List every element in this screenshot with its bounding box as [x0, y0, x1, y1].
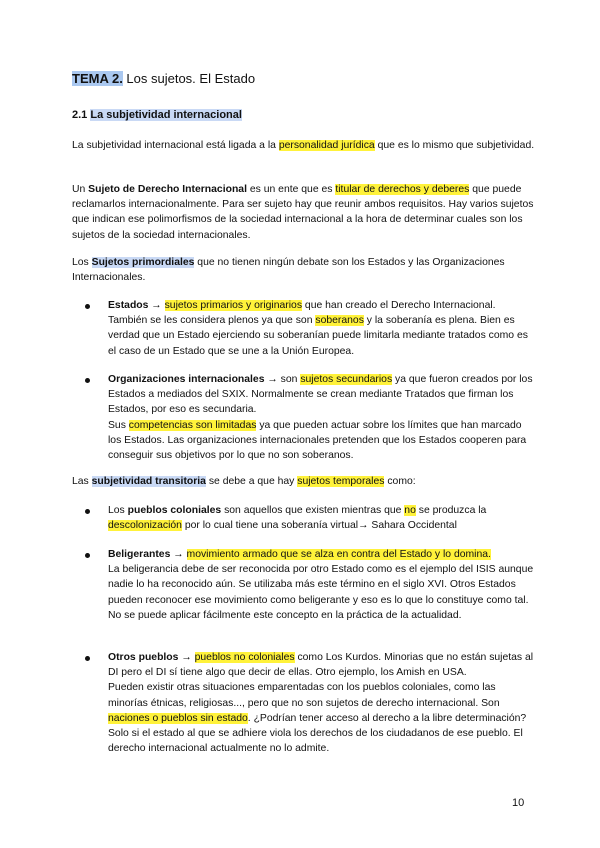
paragraph-transitoria: Las subjetividad transitoria se debe a que hay sujetos temporales como:: [72, 476, 416, 487]
list-item: Estados → sujetos primarios y originarios que han creado el Derecho Internacional. También se les considera plenos ya que son soberanos y la soberanía es plena. Bien es verdad que un Estado ejerciendo su soberanían puede limitarla mediante tratados como es el caso de un Estado que se une a la Unión Europea.: [72, 298, 537, 359]
highlight-primordiales: Sujetos primordiales: [91, 257, 195, 268]
list-item: Organizaciones internacionales → son sujetos secundarios ya que fueron creados por los Estados a mediados del SXIX. Normalmente se crean mediante Tratados que firman los Estados, por eso es secundaria. Sus competencias son limitadas ya que pueden actuar sobre los límites que han marcado los Estados. Las organizaciones internacionales pretenden que los Estados cooperen para conseguir sus objetivos por lo que no son soberanos.: [72, 372, 537, 463]
section-heading-text: La subjetividad internacional: [90, 109, 242, 121]
paragraph-primordiales: Los Sujetos primordiales que no tienen ningún debate son los Estados y las Organizaciones Internacionales.: [72, 257, 505, 284]
tema-label: TEMA 2.: [72, 71, 123, 86]
list-pueblos-coloniales: [72, 503, 537, 533]
list-item: Los pueblos coloniales son aquellos que existen mientras que no se produzca la descolonización por lo cual tiene una soberanía virtual→ Sahara Occidental: [72, 503, 537, 533]
bullet-icon: [85, 509, 90, 514]
list-organizaciones: [72, 372, 537, 463]
paragraph-sujeto-di: Un Sujeto de Derecho Internacional es un ente que es titular de derechos y deberes que puede reclamarlos internacionalmente. Para ser sujeto hay que reunir ambos requisitos. Hay varios sujetos que indican ese polimorfismos de la sociedad internacional a la hora de determinar cuales son los sujetos de la sociedad internacionales.: [72, 184, 534, 241]
list-item: Beligerantes → movimiento armado que se alza en contra del Estado y lo domina. La beligerancia debe de ser reconocida por otro Estado como es el ejemplo del ISIS aunque nadie lo ha reconocido aún. Se utilizaba más este término en el siglo XVI. Otros Estados pueden reconocer ese movimiento como beligerante y eso es lo que lo constituye como tal. No se puede aplicar fácilmente este concepto en la práctica de la actualidad.: [72, 547, 537, 623]
title-text: Los sujetos. El Estado: [122, 71, 256, 86]
list-estados: [72, 298, 537, 359]
page-title: [72, 70, 255, 87]
list-item: Otros pueblos → pueblos no coloniales como Los Kurdos. Minorias que no están sujetas al DI pero el DI sí tiene algo que decir de ellas. Otro ejemplo, los Amish en USA. Pueden existir otras situaciones emparentadas con los pueblos coloniales, como las minorías étnicas, religiosas..., pero que no son sujetos de derecho internacional. Son naciones o pueblos sin estado. ¿Podrían tener acceso al derecho a la libre determinación? Solo si el estado al que se adhiere viola los derechos de los ciudadanos de ese pueblo. El derecho internacional actualmente no lo admite.: [72, 650, 537, 756]
highlight-personalidad: personalidad jurídica: [278, 140, 375, 151]
paragraph-personalidad: La subjetividad internacional está ligada a la personalidad jurídica que es lo mismo que subjetividad.: [72, 140, 535, 151]
page-number: 10: [512, 797, 525, 809]
bullet-icon: [85, 656, 90, 661]
list-otros-pueblos: [72, 650, 537, 756]
bullet-icon: [85, 553, 90, 558]
bullet-icon: [85, 378, 90, 383]
highlight-titular: titular de derechos y deberes: [335, 184, 470, 195]
section-heading: 2.1 La subjetividad internacional: [72, 109, 242, 121]
bullet-icon: [85, 304, 90, 309]
list-beligerantes: [72, 547, 537, 623]
